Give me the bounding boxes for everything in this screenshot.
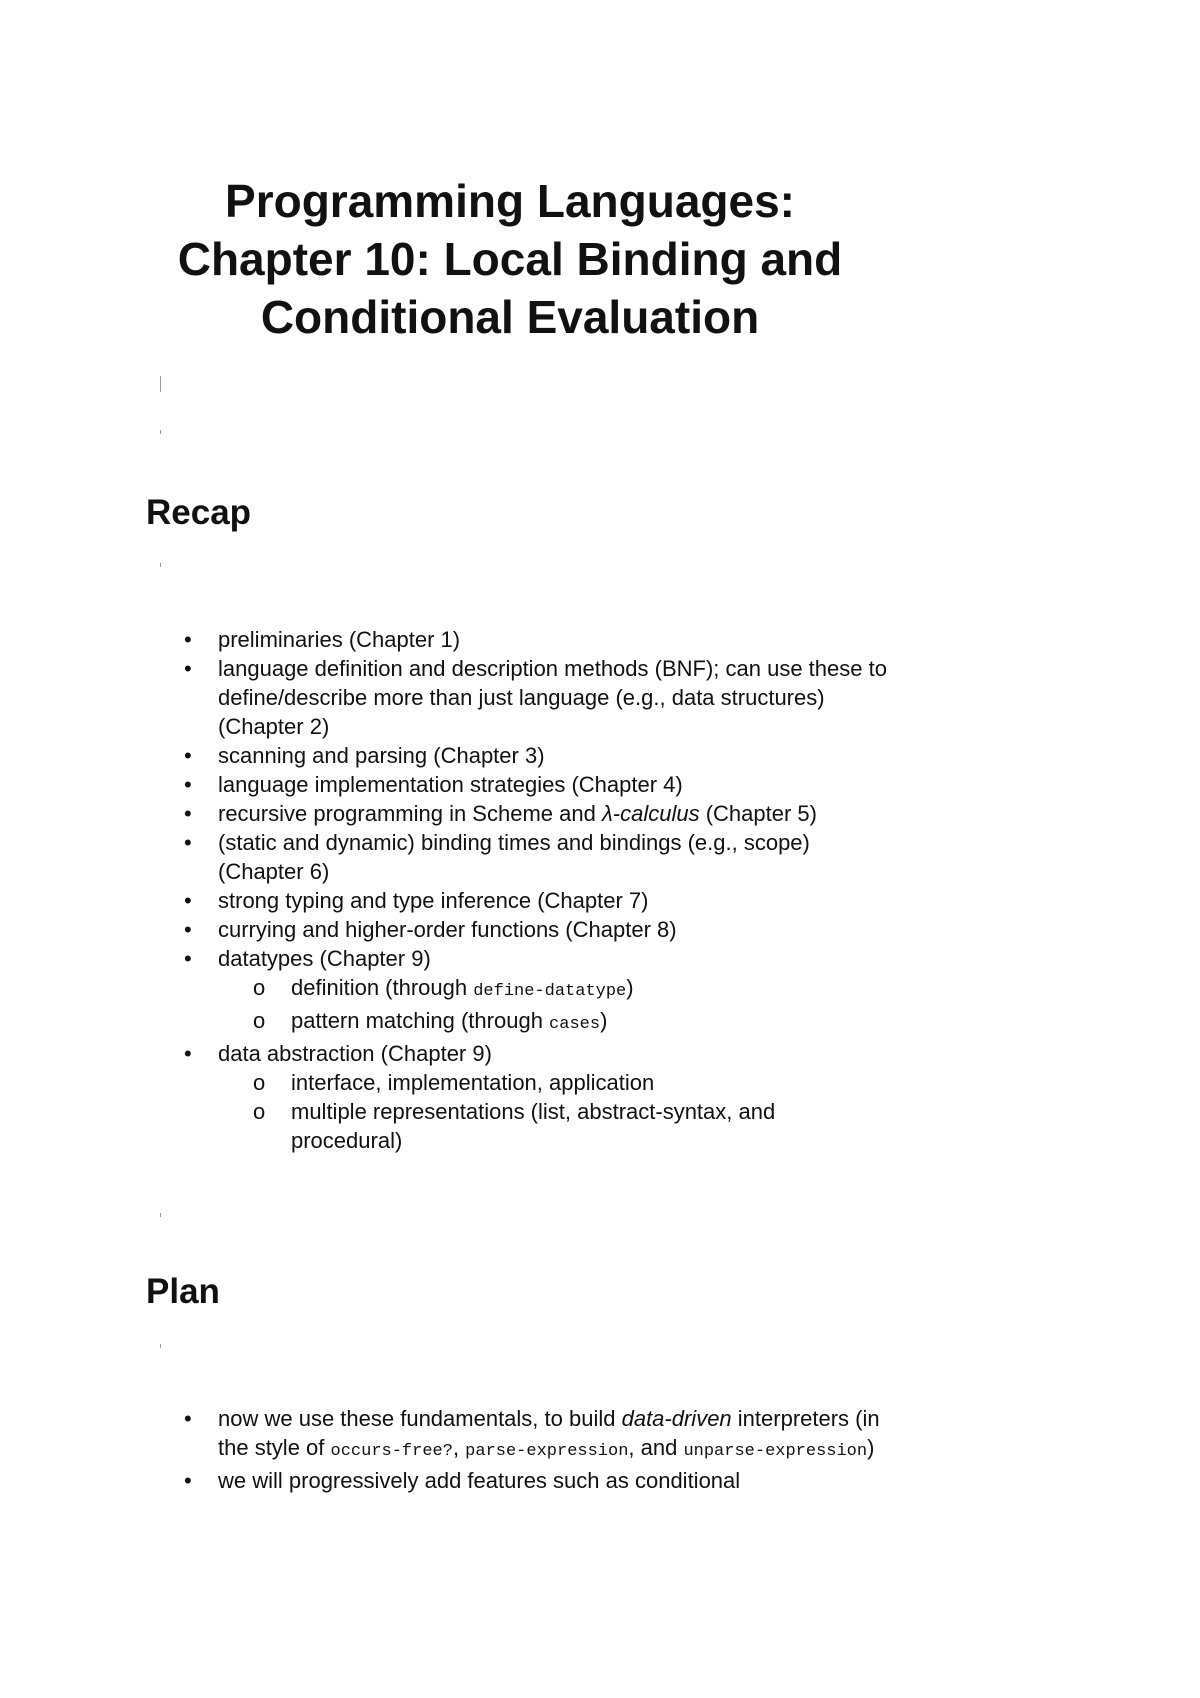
paragraph-mark [160,563,161,567]
paragraph-mark [160,430,161,434]
list-item: • language implementation strategies (Chapter 4) [218,770,888,799]
document-title [140,172,880,346]
list-item: • strong typing and type inference (Chapter 7) [218,886,888,915]
list-item-text: ) [867,1435,875,1460]
sublist-item: o interface, implementation, application [291,1068,888,1097]
title-line-3: Conditional Evaluation [260,291,760,343]
datatypes-sublist [218,973,888,1039]
list-item: • preliminaries (Chapter 1) [218,625,888,654]
list-item [218,1404,888,1466]
sublist-item-text: pattern matching (through [291,1008,550,1033]
recap-heading: Recap [146,493,252,532]
list-item: • we will progressively add features such as conditional [218,1466,888,1495]
sublist-item [291,973,888,1006]
title-line-1: Programming Languages: [225,175,795,227]
list-item-text: , and [628,1435,684,1460]
code-cases: cases [549,1015,601,1034]
text-cursor-mark [160,376,161,392]
sublist-item: o multiple representations (list, abstract-syntax, and procedural) [291,1097,888,1155]
list-item: • scanning and parsing (Chapter 3) [218,741,888,770]
code-unparse-expression: unparse-expression [683,1442,868,1461]
code-occurs-free: occurs-free? [330,1442,453,1461]
list-item-text: now we use these fundamentals, to build [218,1406,622,1431]
sublist-item-text: ) [626,975,634,1000]
lambda-calculus-term: λ-calculus [601,801,700,826]
list-item-text: recursive programming in Scheme and [218,801,602,826]
code-define-datatype: define-datatype [473,982,627,1001]
list-item: • currying and higher-order functions (Chapter 8) [218,915,888,944]
title-line-2: Chapter 10: Local Binding and [177,233,843,285]
emphasis-text: data-driven [621,1406,732,1431]
list-item-text: , [452,1435,466,1460]
list-item [218,944,888,1039]
list-item-text: interpreters (in the style of [218,1406,880,1460]
sublist-item-text: definition (through [291,975,474,1000]
paragraph-mark [160,1344,161,1348]
list-item-text: datatypes (Chapter 9) [218,946,431,971]
sublist-item-text: ) [600,1008,608,1033]
paragraph-mark [160,1213,161,1217]
plan-heading: Plan [146,1272,220,1311]
plan-list [218,1404,888,1495]
list-item [218,1039,888,1155]
code-parse-expression: parse-expression [465,1442,629,1461]
list-item: • language definition and description methods (BNF); can use these to define/describe more than just language (e.g., data structures) (Chapter 2) [218,654,888,741]
sublist-item [291,1006,888,1039]
abstraction-sublist [218,1068,888,1155]
list-item [218,799,888,828]
recap-list [218,625,888,1155]
list-item: • (static and dynamic) binding times and bindings (e.g., scope) (Chapter 6) [218,828,888,886]
list-item-text: (Chapter 5) [699,801,817,826]
list-item-text: data abstraction (Chapter 9) [218,1041,492,1066]
